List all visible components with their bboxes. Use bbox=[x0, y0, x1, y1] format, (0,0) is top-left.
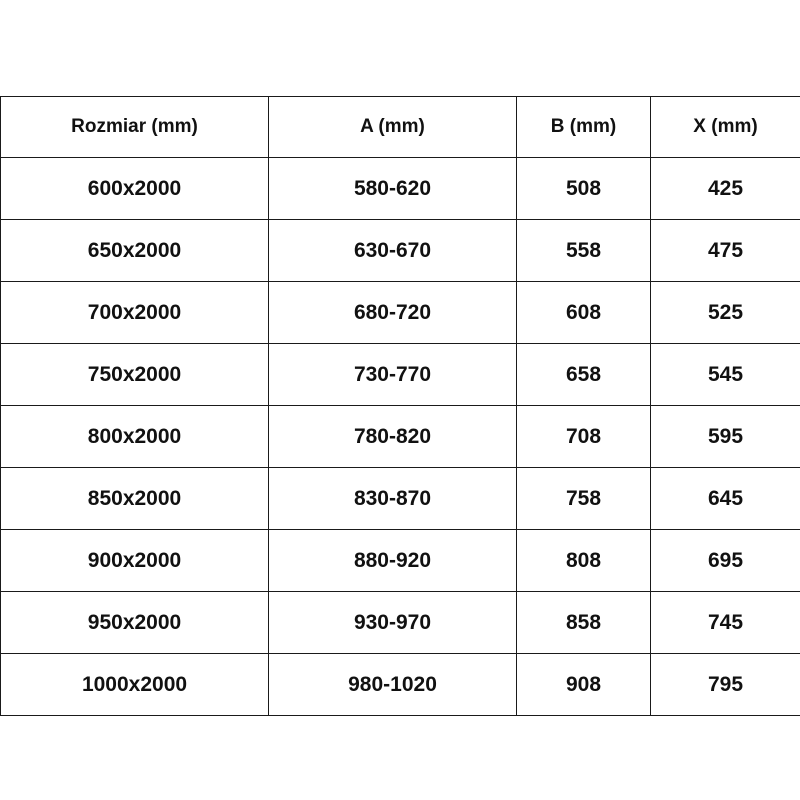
cell-a: 780-820 bbox=[269, 406, 517, 468]
cell-b: 908 bbox=[517, 654, 651, 716]
cell-b: 558 bbox=[517, 220, 651, 282]
cell-rozmiar: 950x2000 bbox=[1, 592, 269, 654]
cell-a: 930-970 bbox=[269, 592, 517, 654]
cell-rozmiar: 750x2000 bbox=[1, 344, 269, 406]
cell-x: 425 bbox=[651, 158, 800, 220]
cell-rozmiar: 1000x2000 bbox=[1, 654, 269, 716]
cell-a: 680-720 bbox=[269, 282, 517, 344]
cell-x: 645 bbox=[651, 468, 800, 530]
cell-rozmiar: 650x2000 bbox=[1, 220, 269, 282]
cell-x: 525 bbox=[651, 282, 800, 344]
column-header-b: B (mm) bbox=[517, 97, 651, 158]
table-row bbox=[1, 406, 800, 468]
table-row bbox=[1, 158, 800, 220]
cell-b: 808 bbox=[517, 530, 651, 592]
table-row bbox=[1, 220, 800, 282]
column-header-x: X (mm) bbox=[651, 97, 800, 158]
cell-a: 630-670 bbox=[269, 220, 517, 282]
cell-a: 830-870 bbox=[269, 468, 517, 530]
table-header-row bbox=[1, 97, 800, 158]
cell-rozmiar: 600x2000 bbox=[1, 158, 269, 220]
table-row bbox=[1, 530, 800, 592]
cell-rozmiar: 800x2000 bbox=[1, 406, 269, 468]
table-row bbox=[1, 282, 800, 344]
cell-b: 658 bbox=[517, 344, 651, 406]
table-body bbox=[1, 158, 800, 716]
column-header-a: A (mm) bbox=[269, 97, 517, 158]
cell-b: 858 bbox=[517, 592, 651, 654]
cell-x: 745 bbox=[651, 592, 800, 654]
cell-x: 475 bbox=[651, 220, 800, 282]
size-table-container bbox=[0, 96, 800, 716]
size-table bbox=[0, 96, 800, 716]
cell-x: 795 bbox=[651, 654, 800, 716]
cell-b: 758 bbox=[517, 468, 651, 530]
cell-x: 545 bbox=[651, 344, 800, 406]
table-row bbox=[1, 654, 800, 716]
cell-b: 608 bbox=[517, 282, 651, 344]
cell-rozmiar: 700x2000 bbox=[1, 282, 269, 344]
cell-a: 730-770 bbox=[269, 344, 517, 406]
table-row bbox=[1, 468, 800, 530]
cell-b: 508 bbox=[517, 158, 651, 220]
table-row bbox=[1, 344, 800, 406]
cell-a: 880-920 bbox=[269, 530, 517, 592]
cell-x: 595 bbox=[651, 406, 800, 468]
cell-b: 708 bbox=[517, 406, 651, 468]
cell-x: 695 bbox=[651, 530, 800, 592]
column-header-rozmiar: Rozmiar (mm) bbox=[1, 97, 269, 158]
cell-rozmiar: 850x2000 bbox=[1, 468, 269, 530]
table-header bbox=[1, 97, 800, 158]
cell-rozmiar: 900x2000 bbox=[1, 530, 269, 592]
cell-a: 580-620 bbox=[269, 158, 517, 220]
table-row bbox=[1, 592, 800, 654]
cell-a: 980-1020 bbox=[269, 654, 517, 716]
